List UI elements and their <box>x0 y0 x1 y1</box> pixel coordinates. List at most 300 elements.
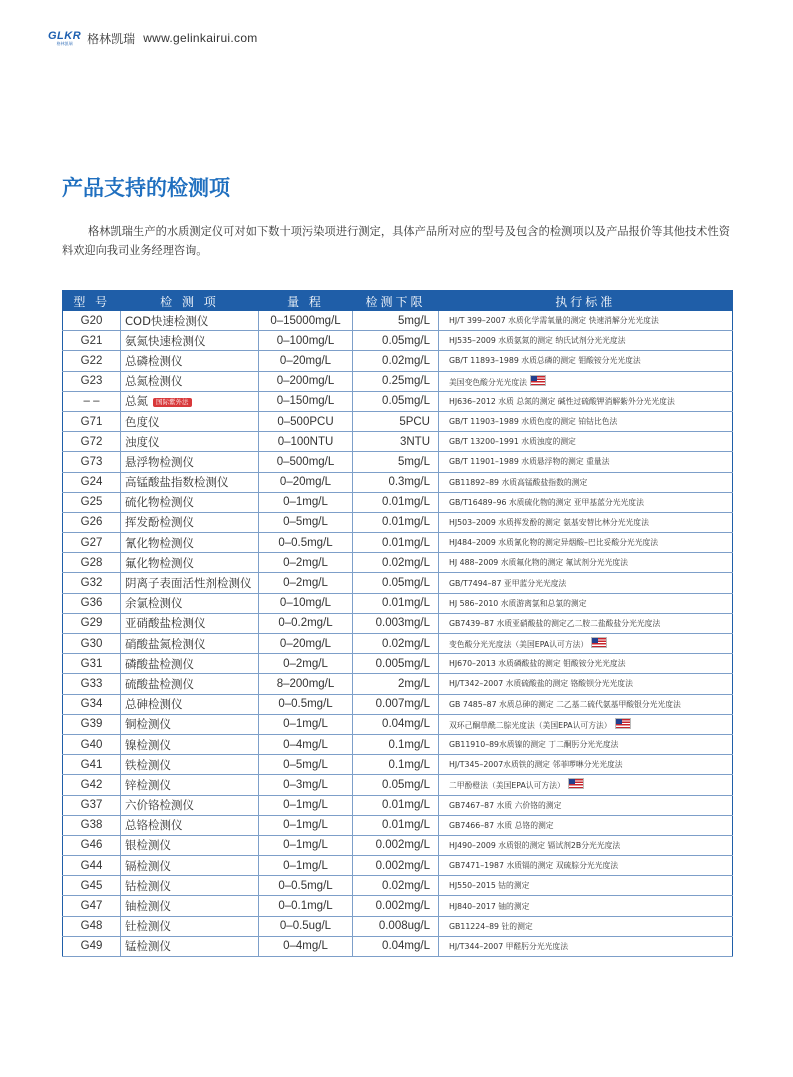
cell-model-text: G26 <box>80 516 103 529</box>
cell-range <box>259 755 353 775</box>
cell-model-text: G39 <box>80 718 103 731</box>
cell-model <box>63 775 121 795</box>
cell-range <box>259 391 353 411</box>
cell-standard-text: HJ 488–2009 水质氟化物的测定 氟试剂分光光度法 <box>449 558 628 568</box>
cell-item-text: 锰检测仪 <box>125 939 171 954</box>
cell-item <box>121 876 259 896</box>
cell-item-text: 阴离子表面活性剂检测仪 <box>125 576 252 591</box>
cell-model-text: G49 <box>80 940 103 953</box>
page-header <box>48 30 258 46</box>
cell-standard-text: HJ 586–2010 水质游离氯和总氯的测定 <box>449 598 587 608</box>
cell-model-text: G20 <box>80 314 103 327</box>
cell-model-text: G41 <box>80 758 103 771</box>
cell-standard-text: 双环己酮草酰二腙光度法（美国EPA认可方法） <box>449 720 612 730</box>
cell-model <box>63 734 121 754</box>
cell-item-text: 氰化物检测仪 <box>125 535 194 550</box>
cell-limit-text: 0.02mg/L <box>382 879 430 892</box>
table-row <box>63 613 733 633</box>
cell-item-text: 氨氮快速检测仪 <box>125 333 206 348</box>
cell-limit-text: 5mg/L <box>398 314 430 327</box>
cell-item <box>121 593 259 613</box>
cell-item-text: 总铬检测仪 <box>125 818 183 833</box>
cell-item <box>121 512 259 532</box>
table-body <box>63 311 733 957</box>
cell-standard-text: 美国变色酸分光光度法 <box>449 377 527 387</box>
cell-item-text: 高锰酸盐指数检测仪 <box>125 475 229 490</box>
cell-standard-text: GB11910–89水质镍的测定 丁二酮肟分光光度法 <box>449 740 619 750</box>
cell-item-text: 色度仪 <box>125 414 160 429</box>
cell-model-text: G22 <box>80 354 103 367</box>
cell-range-text: 0–10mg/L <box>279 597 332 610</box>
cell-limit <box>353 593 439 613</box>
table-row <box>63 472 733 492</box>
cell-item-text: 铜检测仪 <box>125 717 171 732</box>
cell-item-text: 总磷检测仪 <box>125 353 183 368</box>
cell-item <box>121 815 259 835</box>
cell-range <box>259 714 353 734</box>
cell-range <box>259 432 353 452</box>
cell-item-text: 钴检测仪 <box>125 878 171 893</box>
cell-standard <box>439 593 733 613</box>
table-row <box>63 432 733 452</box>
cell-standard-text: GB 7485–87 水质总砷的测定 二乙基二硫代氨基甲酸银分光光度法 <box>449 699 681 709</box>
cell-range-text: 0–15000mg/L <box>270 314 341 327</box>
cell-range <box>259 835 353 855</box>
cell-limit <box>353 876 439 896</box>
cell-standard-text: 变色酸分光光度法（美国EPA认可方法） <box>449 640 589 650</box>
cell-standard-text: GB7467–87 水质 六价铬的测定 <box>449 800 562 810</box>
cell-standard-text: GB/T 11901–1989 水质悬浮物的测定 重量法 <box>449 457 610 467</box>
cell-model-text: G33 <box>80 677 103 690</box>
table-row <box>63 371 733 391</box>
cell-item <box>121 795 259 815</box>
cell-model-text: G71 <box>80 415 103 428</box>
cell-model <box>63 815 121 835</box>
cell-limit-text: 0.002mg/L <box>375 900 430 913</box>
cell-limit-text: 0.01mg/L <box>382 516 430 529</box>
cell-range <box>259 452 353 472</box>
cell-standard <box>439 452 733 472</box>
cell-range-text: 0–20mg/L <box>279 637 332 650</box>
cell-model-text: G34 <box>80 698 103 711</box>
cell-range <box>259 654 353 674</box>
cell-standard <box>439 573 733 593</box>
cell-model-text: G48 <box>80 920 103 933</box>
cell-limit <box>353 694 439 714</box>
cell-standard-text: HJ840–2017 铀的测定 <box>449 901 530 911</box>
cell-item <box>121 533 259 553</box>
cell-range <box>259 573 353 593</box>
cell-limit <box>353 734 439 754</box>
cell-item <box>121 452 259 472</box>
cell-standard <box>439 371 733 391</box>
cell-range-text: 0–0.1mg/L <box>278 900 333 913</box>
cell-limit <box>353 916 439 936</box>
cell-limit <box>353 775 439 795</box>
cell-model-text: G40 <box>80 738 103 751</box>
cell-limit <box>353 432 439 452</box>
cell-limit <box>353 311 439 331</box>
table-row <box>63 331 733 351</box>
header-model: 型 号 <box>63 291 121 312</box>
cell-range-text: 0–4mg/L <box>283 738 328 751</box>
cell-standard <box>439 674 733 694</box>
cell-range-text: 8–200mg/L <box>276 677 335 690</box>
cell-limit-text: 0.007mg/L <box>375 698 430 711</box>
cell-standard-text: HJ636–2012 水质 总氮的测定 碱性过硫酸钾消解紫外分光光度法 <box>449 396 675 406</box>
cell-limit-text: 0.01mg/L <box>382 799 430 812</box>
cell-item <box>121 553 259 573</box>
cell-standard <box>439 634 733 654</box>
table-header-row <box>63 291 733 312</box>
cell-limit <box>353 351 439 371</box>
cell-item-text: 浊度仪 <box>125 434 160 449</box>
cell-item-text: 磷酸盐检测仪 <box>125 656 194 671</box>
cell-standard <box>439 856 733 876</box>
cell-standard <box>439 714 733 734</box>
cell-range-text: 0–2mg/L <box>283 577 328 590</box>
cell-item-text: 挥发酚检测仪 <box>125 515 194 530</box>
cell-limit-text: 0.01mg/L <box>382 536 430 549</box>
cell-model <box>63 391 121 411</box>
cell-model-text: G37 <box>80 799 103 812</box>
cell-range <box>259 593 353 613</box>
cell-model <box>63 311 121 331</box>
logo-mark: GLKR <box>48 29 82 42</box>
table-row <box>63 876 733 896</box>
table-row <box>63 835 733 855</box>
cell-limit-text: 0.002mg/L <box>375 859 430 872</box>
cell-standard-text: GB/T7494–87 亚甲蓝分光光度法 <box>449 578 567 588</box>
cell-range <box>259 553 353 573</box>
table-row <box>63 674 733 694</box>
table-row <box>63 553 733 573</box>
logo-subtext: 格林凯瑞 <box>56 40 73 46</box>
cell-item <box>121 432 259 452</box>
cell-range <box>259 472 353 492</box>
cell-limit <box>353 331 439 351</box>
cell-limit-text: 0.02mg/L <box>382 637 430 650</box>
us-flag-icon <box>530 375 546 386</box>
cell-standard-text: GB7471–1987 水质镉的测定 双硫腙分光光度法 <box>449 861 619 871</box>
cell-range-text: 0–500mg/L <box>276 455 335 468</box>
cell-item-text: 余氯检测仪 <box>125 596 183 611</box>
table-row <box>63 714 733 734</box>
table-row <box>63 936 733 956</box>
cell-item-text: 铀检测仪 <box>125 899 171 914</box>
cell-item-text: 硫化物检测仪 <box>125 495 194 510</box>
company-logo <box>48 31 81 46</box>
cell-range <box>259 694 353 714</box>
cell-standard-text: 二甲酚橙法（美国EPA认可方法） <box>449 781 565 791</box>
table-row <box>63 795 733 815</box>
cell-item-text: 硝酸盐氮检测仪 <box>125 636 206 651</box>
cell-item-text: 总氮 <box>125 394 148 409</box>
cell-model <box>63 573 121 593</box>
cell-item-text: 六价铬检测仪 <box>125 798 194 813</box>
cell-range-text: 0–200mg/L <box>276 375 335 388</box>
cell-model <box>63 472 121 492</box>
cell-standard <box>439 916 733 936</box>
table-row <box>63 775 733 795</box>
table-row <box>63 634 733 654</box>
cell-model-text: G72 <box>80 435 103 448</box>
cell-range <box>259 311 353 331</box>
cell-limit-text: 0.05mg/L <box>382 334 430 347</box>
cell-model <box>63 896 121 916</box>
cell-model <box>63 856 121 876</box>
cell-standard <box>439 613 733 633</box>
cell-limit-text: 0.02mg/L <box>382 556 430 569</box>
cell-limit-text: 5PCU <box>399 415 430 428</box>
cell-item-text: 亚硝酸盐检测仪 <box>125 616 206 631</box>
cell-standard <box>439 775 733 795</box>
cell-item <box>121 492 259 512</box>
cell-limit-text: 0.005mg/L <box>375 657 430 670</box>
cell-limit-text: 0.003mg/L <box>375 617 430 630</box>
cell-standard-text: HJ/T 399–2007 水质化学需氧量的测定 快速消解分光光度法 <box>449 316 659 326</box>
cell-limit <box>353 371 439 391</box>
cell-item-text: 钍检测仪 <box>125 919 171 934</box>
cell-range-text: 0–4mg/L <box>283 940 328 953</box>
table-row <box>63 573 733 593</box>
cell-range-text: 0–100mg/L <box>276 334 335 347</box>
cell-range-text: 0–3mg/L <box>283 778 328 791</box>
cell-item <box>121 311 259 331</box>
cell-standard <box>439 654 733 674</box>
cell-limit-text: 0.008ug/L <box>378 920 430 933</box>
table-row <box>63 815 733 835</box>
cell-standard-text: GB7466–87 水质 总铬的测定 <box>449 820 554 830</box>
table-row <box>63 593 733 613</box>
cell-limit-text: 5mg/L <box>398 455 430 468</box>
cell-standard-text: HJ670–2013 水质磷酸盐的测定 钼酸铵分光光度法 <box>449 659 626 669</box>
cell-item <box>121 835 259 855</box>
cell-range-text: 0–2mg/L <box>283 556 328 569</box>
cell-model <box>63 674 121 694</box>
cell-standard <box>439 492 733 512</box>
cell-item <box>121 654 259 674</box>
header-standard: 执行标准 <box>439 291 733 312</box>
cell-standard-text: GB/T 11903–1989 水质色度的测定 铂钴比色法 <box>449 417 618 427</box>
cell-range-text: 0–5mg/L <box>283 516 328 529</box>
cell-standard-text: HJ550–2015 钴的测定 <box>449 881 530 891</box>
cell-item <box>121 411 259 431</box>
header-limit: 检测下限 <box>353 291 439 312</box>
cell-limit <box>353 573 439 593</box>
cell-item <box>121 472 259 492</box>
cell-limit-text: 0.04mg/L <box>382 940 430 953</box>
cell-range <box>259 734 353 754</box>
cell-item <box>121 351 259 371</box>
cell-standard-text: HJ/T345–2007水质铁的测定 邻菲啰啉分光光度法 <box>449 760 623 770</box>
cell-range <box>259 533 353 553</box>
cell-standard-text: GB/T 11893–1989 水质总磷的测定 钼酸铵分光光度法 <box>449 356 641 366</box>
cell-limit-text: 0.1mg/L <box>388 738 430 751</box>
detection-items-table <box>62 290 733 957</box>
cell-range-text: 0–0.5ug/L <box>279 920 332 933</box>
cell-range <box>259 856 353 876</box>
cell-range <box>259 795 353 815</box>
cell-limit <box>353 452 439 472</box>
cell-model <box>63 432 121 452</box>
cell-item <box>121 734 259 754</box>
cell-limit <box>353 714 439 734</box>
cell-limit-text: 0.002mg/L <box>375 839 430 852</box>
cell-range <box>259 815 353 835</box>
cell-item <box>121 775 259 795</box>
cell-model <box>63 351 121 371</box>
cell-standard <box>439 533 733 553</box>
cell-item <box>121 755 259 775</box>
us-flag-icon <box>591 637 607 648</box>
cell-model <box>63 593 121 613</box>
cell-model-text: G46 <box>80 839 103 852</box>
cell-model <box>63 553 121 573</box>
cell-range-text: 0–0.2mg/L <box>278 617 333 630</box>
cell-standard <box>439 815 733 835</box>
cell-model <box>63 512 121 532</box>
cell-item <box>121 936 259 956</box>
table-row <box>63 512 733 532</box>
cell-standard <box>439 311 733 331</box>
cell-model-text: G36 <box>80 597 103 610</box>
table-row <box>63 916 733 936</box>
cell-model <box>63 613 121 633</box>
cell-limit <box>353 835 439 855</box>
cell-range-text: 0–1mg/L <box>283 839 328 852</box>
table-row <box>63 755 733 775</box>
cell-standard <box>439 755 733 775</box>
cell-range-text: 0–20mg/L <box>279 354 332 367</box>
cell-limit <box>353 795 439 815</box>
cell-item-text: 银检测仪 <box>125 838 171 853</box>
cell-limit-text: 0.25mg/L <box>382 375 430 388</box>
cell-limit-text: 0.05mg/L <box>382 778 430 791</box>
cell-model <box>63 835 121 855</box>
header-range: 量 程 <box>259 291 353 312</box>
cell-limit <box>353 553 439 573</box>
us-flag-icon <box>568 778 584 789</box>
table-row <box>63 411 733 431</box>
cell-standard <box>439 512 733 532</box>
cell-item <box>121 371 259 391</box>
cell-range-text: 0–1mg/L <box>283 799 328 812</box>
cell-model-text: G31 <box>80 657 103 670</box>
cell-limit <box>353 613 439 633</box>
cell-standard <box>439 432 733 452</box>
cell-range-text: 0–1mg/L <box>283 819 328 832</box>
cell-range <box>259 371 353 391</box>
cell-model <box>63 492 121 512</box>
cell-model-text: G44 <box>80 859 103 872</box>
cell-standard <box>439 351 733 371</box>
cell-standard-text: HJ535–2009 水质氨氮的测定 纳氏试剂分光光度法 <box>449 336 626 346</box>
cell-range <box>259 634 353 654</box>
table-row <box>63 533 733 553</box>
cell-item-text: 氟化物检测仪 <box>125 555 194 570</box>
cell-item <box>121 674 259 694</box>
cell-standard-text: GB/T 13200–1991 水质浊度的测定 <box>449 437 576 447</box>
cell-range <box>259 512 353 532</box>
table-row <box>63 856 733 876</box>
cell-standard <box>439 694 733 714</box>
cell-limit <box>353 674 439 694</box>
cell-model <box>63 876 121 896</box>
table-row <box>63 311 733 331</box>
cell-standard <box>439 472 733 492</box>
cell-model-text: G28 <box>80 556 103 569</box>
cell-range-text: 0–1mg/L <box>283 718 328 731</box>
intro-paragraph: 格林凯瑞生产的水质测定仪可对如下数十项污染项进行测定，具体产品所对应的型号及包含的检测项以及产品报价等其他技术性资料欢迎向我司业务经理咨询。 <box>62 225 730 257</box>
cell-limit-text: 0.02mg/L <box>382 354 430 367</box>
cell-item-text: 总氮检测仪 <box>125 374 183 389</box>
cell-limit-text: 3NTU <box>399 435 430 448</box>
cell-standard-text: GB11224–89 钍的测定 <box>449 921 533 931</box>
cell-limit <box>353 533 439 553</box>
cell-standard <box>439 835 733 855</box>
cell-range <box>259 916 353 936</box>
cell-standard <box>439 411 733 431</box>
cell-item <box>121 634 259 654</box>
cell-range <box>259 936 353 956</box>
cell-model-text: G38 <box>80 819 103 832</box>
cell-limit <box>353 856 439 876</box>
table-row <box>63 391 733 411</box>
cell-item <box>121 613 259 633</box>
cell-standard <box>439 936 733 956</box>
cell-range-text: 0–1mg/L <box>283 859 328 872</box>
cell-item <box>121 391 259 411</box>
website-url: www.gelinkairui.com <box>143 31 258 45</box>
cell-range-text: 0–20mg/L <box>279 476 332 489</box>
cell-standard <box>439 391 733 411</box>
cell-range <box>259 674 353 694</box>
cell-model-text: G30 <box>80 637 103 650</box>
cell-item-text: 总砷检测仪 <box>125 697 183 712</box>
us-flag-icon <box>615 718 631 729</box>
cell-limit <box>353 755 439 775</box>
cell-limit <box>353 815 439 835</box>
brand-name: 格林凯瑞 <box>87 31 136 46</box>
cell-limit-text: 2mg/L <box>398 677 430 690</box>
cell-model-text: – – <box>83 395 100 408</box>
cell-range-text: 0–5mg/L <box>283 758 328 771</box>
cell-item <box>121 714 259 734</box>
method-badge: 国际紫外法 <box>153 398 192 407</box>
cell-item <box>121 331 259 351</box>
cell-limit <box>353 512 439 532</box>
cell-range-text: 0–0.5mg/L <box>278 698 333 711</box>
cell-standard <box>439 734 733 754</box>
cell-limit <box>353 411 439 431</box>
table-row <box>63 654 733 674</box>
cell-range-text: 0–150mg/L <box>276 395 335 408</box>
cell-limit-text: 0.05mg/L <box>382 577 430 590</box>
cell-limit-text: 0.01mg/L <box>382 819 430 832</box>
cell-limit <box>353 492 439 512</box>
cell-limit <box>353 472 439 492</box>
cell-range-text: 0–0.5mg/L <box>278 879 333 892</box>
cell-model-text: G24 <box>80 476 103 489</box>
cell-range-text: 0–0.5mg/L <box>278 536 333 549</box>
table-row <box>63 351 733 371</box>
cell-model-text: G23 <box>80 375 103 388</box>
cell-item-text: 锌检测仪 <box>125 777 171 792</box>
cell-model <box>63 371 121 391</box>
cell-item-text: 铁检测仪 <box>125 757 171 772</box>
cell-model-text: G32 <box>80 577 103 590</box>
